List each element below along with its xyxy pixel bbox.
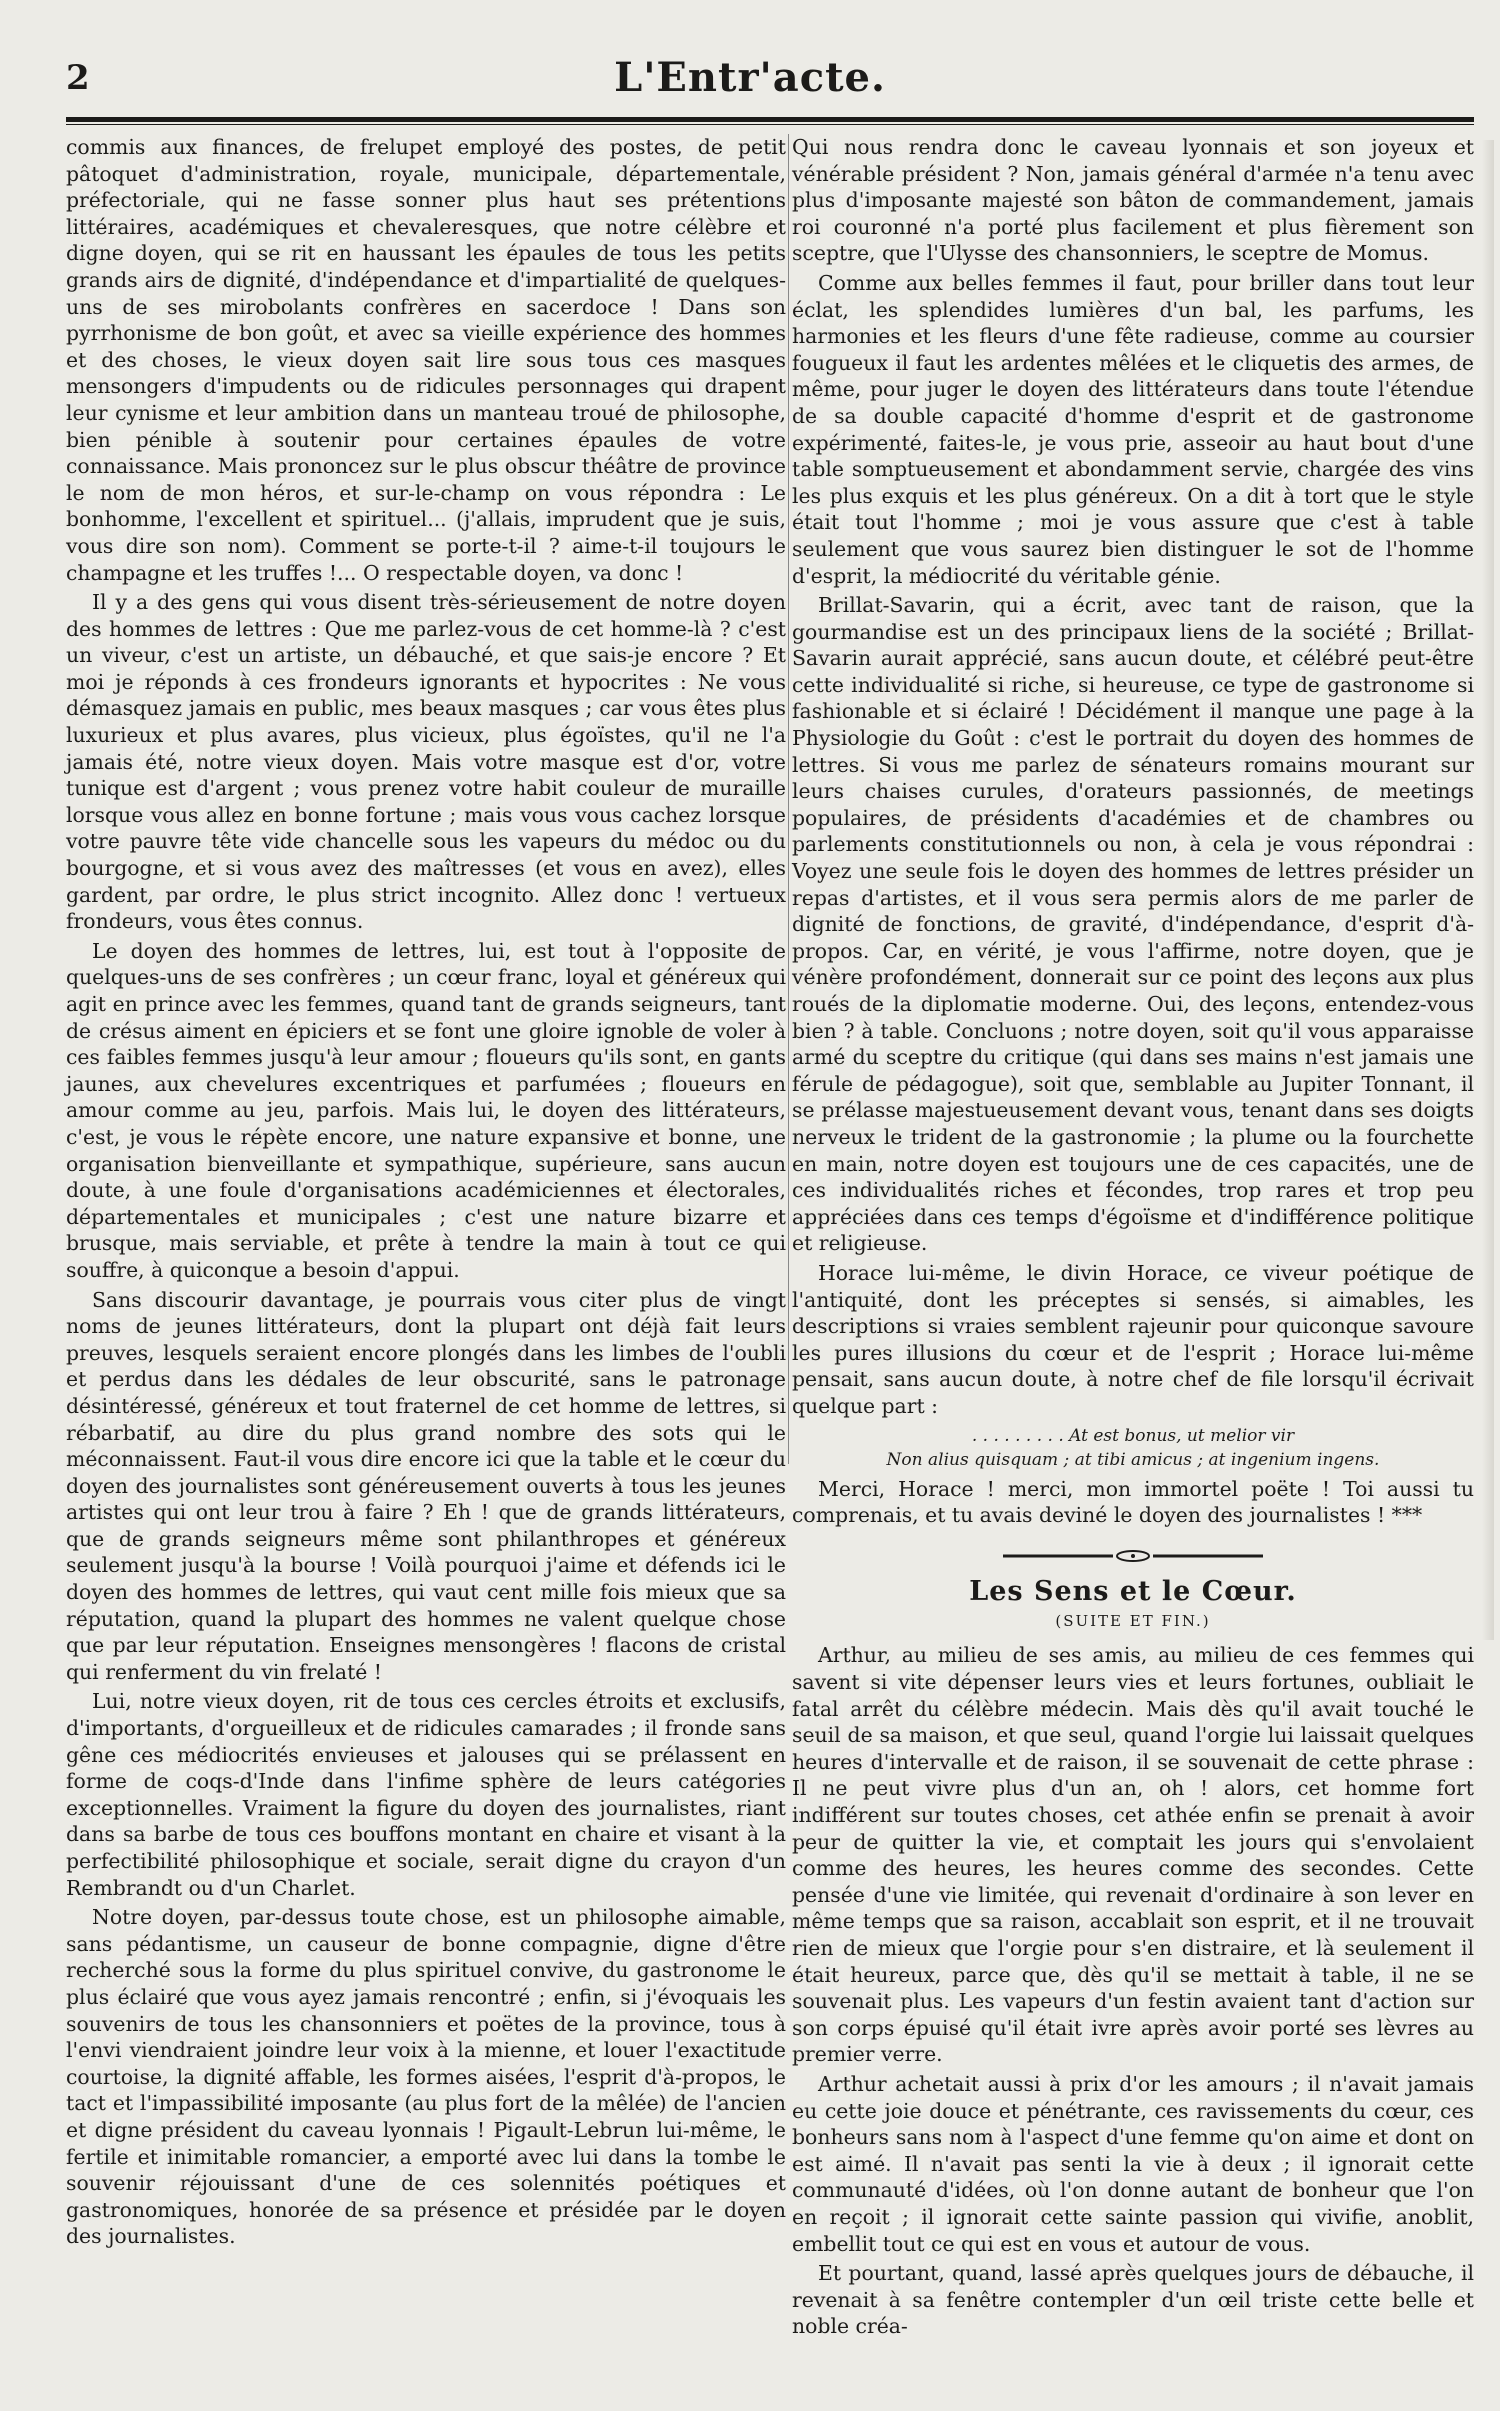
ornament-rule-icon bbox=[1003, 1549, 1263, 1563]
page-edge-shadow bbox=[1482, 140, 1494, 1640]
article-paragraph: Arthur, au milieu de ses amis, au milieu de ces femmes qui savent si vite dépenser leurs vies et leurs fortunes, oubliait le fatal arrêt du célèbre médecin. Mais dès qu'il avait touché le seuil de sa maison, et que seul, quand l'orgie lui laissait quelques heures d'intervalle et de raison, il se souvenait de cette phrase : Il ne peut vivre plus d'un an, oh ! alors, cet homme fort indifférent sur toutes choses, cet athée enfin se prenait à avoir peur de quitter la vie, et comptait les jours qui s'envolaient comme des heures, les heures comme des secondes. Cette pensée d'une vie limitée, qui revenait d'ordinaire à son lever en même temps que sa raison, accablait son esprit, et il ne trouvait rien de mieux que l'orgie pour s'en distraire, et là seulement il était heureux, parce que, dès qu'il se mettait à table, il ne se souvenait plus. Les vapeurs d'un festin avaient tant d'action sur son corps épuisé qu'il était ivre après avoir porté ses lèvres au premier verre. bbox=[792, 1643, 1474, 2067]
article-paragraph: Merci, Horace ! merci, mon immortel poëte ! Toi aussi tu comprenais, et tu avais deviné le doyen des journalistes ! *** bbox=[792, 1476, 1474, 1528]
section-ornament bbox=[792, 1543, 1474, 1570]
article-paragraph: Qui nous rendra donc le caveau lyonnais et son joyeux et vénérable président ? Non, jamais général d'armée n'a tenu avec plus d'imposante majesté son bâton de commandement, jamais roi couronné n'a porté plus facilement et plus fièrement son sceptre, que l'Ulysse des chansonniers, le sceptre de Momus. bbox=[792, 135, 1474, 266]
right-column bbox=[792, 134, 1474, 2343]
section-subtitle: (SUITE ET FIN.) bbox=[1055, 1611, 1211, 1630]
article-paragraph: Brillat-Savarin, qui a écrit, avec tant de raison, que la gourmandise est un des principaux liens de la société ; Brillat-Savarin aurait apprécié, sans aucun doute, et célébré peut-être cette individualité si riche, si heureuse, ce type de gastronome si fashionable et si éclairé ! Décidément il manque une page à la Physiologie du Goût : c'est le portrait du doyen des hommes de lettres. Si vous me parlez de sénateurs romains mourant sur leurs chaises curules, d'orateurs passionnés, de meetings populaires, de présidents d'académies et de chambres ou parlements constitutionnels ou non, à cela je vous répondrai : Voyez une seule fois le doyen des hommes de lettres présider un repas d'artistes, et il vous sera permis alors de me parler de dignité de fonctions, de gravité, d'indépendance, d'esprit d'à-propos. Car, en vérité, je vous l'affirme, notre doyen, que je vénère profondément, donnerait sur ce point des leçons aux plus roués de la diplomatie moderne. Oui, des leçons, entendez-vous bien ? à table. Concluons ; notre doyen, soit qu'il vous apparaisse armé du sceptre du critique (qui dans ses mains n'est jamais une férule de pédagogue), soit que, semblable au Jupiter Tonnant, il se prélasse majestueusement devant vous, tenant dans ses doigts nerveux le trident de la gastronomie ; la plume ou la fourchette en main, notre doyen est toujours une de ces capacités, une de ces individualités riches et fécondes, trop rares et trop peu appréciées dans ces temps d'égoïsme et d'indifférence politique et religieuse. bbox=[792, 593, 1474, 1256]
left-column bbox=[66, 134, 786, 2253]
article-paragraph: Lui, notre vieux doyen, rit de tous ces cercles étroits et exclusifs, d'importants, d'orgueilleux et de ridicules camarades ; il fronde sans gêne ces médiocrités envieuses et jalouses qui se prélassent en forme de coqs-d'Inde dans l'infime sphère de leurs catégories exceptionnelles. Vraiment la figure du doyen des journalistes, riant dans sa barbe de tous ces bouffons montant en chaire et visant à la perfectibilité philosophique et sociale, serait digne du crayon d'un Rembrandt ou d'un Charlet. bbox=[66, 1689, 786, 1900]
article-paragraph: Arthur achetait aussi à prix d'or les amours ; il n'avait jamais eu cette joie douce et pénétrante, ces ravissements du cœur, ces bonheurs sans nom à l'aspect d'une femme qu'on aime et dont on est aimé. Il n'avait pas senti la vie à deux ; il ignorait cette communauté d'idées, où l'on donne autant de bonheur que l'on en reçoit ; il ignorait cette sainte passion qui vivifie, anoblit, embellit tout ce qui est en vous et autour de vous. bbox=[792, 2071, 1474, 2256]
page-number: 2 bbox=[66, 58, 90, 98]
page-header bbox=[0, 50, 1500, 110]
journal-title: L'Entr'acte. bbox=[614, 54, 886, 101]
article-paragraph: Comme aux belles femmes il faut, pour briller dans tout leur éclat, les splendides lumières d'un bal, les parfums, les harmonies et les fleurs d'une fête radieuse, comme au coursier fougueux il faut les ardentes mêlées et le cliquetis des armes, de même, pour juger le doyen des littérateurs dans toute l'étendue de sa double capacité d'homme d'esprit et de gastronome expérimenté, faites-le, je vous prie, asseoir au haut bout d'une table somptueusement et abondamment servie, chargée des vins les plus exquis et les plus généreux. On a dit à tort que le style était tout l'homme ; moi je vous assure que c'est à table seulement que vous saurez bien distinguer le sot de l'homme d'esprit, la médiocrité du véritable génie. bbox=[792, 270, 1474, 588]
header-rule bbox=[66, 117, 1474, 122]
article-paragraph: Sans discourir davantage, je pourrais vous citer plus de vingt noms de jeunes littérateurs, dont la plupart ont déjà fait leurs preuves, lesquels seraient encore plongés dans les limbes de l'oubli et perdus dans les dédales de leur obscurité, sans le patronage désintéressé, généreux et tout fraternel de cet homme de lettres, si rébarbatif, au dire du plus grand nombre des sots qui le méconnaissent. Faut-il vous dire encore ici que la table et le cœur du doyen des journalistes sont généreusement ouverts à tous les jeunes artistes qui ont leur trou à faire ? Eh ! que de grands littérateurs, que de grands seigneurs même sont philanthropes et généreux seulement jusqu'à la bourse ! Voilà pourquoi j'aime et défends ici le doyen des hommes de lettres, qui vaut cent mille fois mieux que sa réputation, quand la plupart des hommes ne valent quelque chose que par leur réputation. Enseignes mensongères ! flacons de cristal qui renferment du vin frelaté ! bbox=[66, 1287, 786, 1684]
verse-line: Non alius quisquam ; at tibi amicus ; at ingenium ingens. bbox=[886, 1449, 1380, 1470]
article-paragraph: Le doyen des hommes de lettres, lui, est tout à l'opposite de quelques-uns de ses confrères ; un cœur franc, loyal et généreux qui agit en prince avec les femmes, quand tant de grands seigneurs, tant de crésus aiment en épiciers et se font une gloire ignoble de voler à ces faibles femmes jusqu'à leur amour ; floueurs qu'ils sont, en gants jaunes, aux chevelures excentriques et parfumées ; floueurs en amour comme au jeu, parfois. Mais lui, le doyen des littérateurs, c'est, je vous le répète encore, une nature expansive et bonne, une organisation bienveillante et sympathique, supérieure, sans aucun doute, à une foule d'organisations académiciennes et électorales, départementales et municipales ; c'est une nature bizarre et brusque, mais serviable, et prête à tendre la main à tout ce qui souffre, à quiconque a besoin d'appui. bbox=[66, 938, 786, 1282]
section-title: Les Sens et le Cœur. bbox=[969, 1576, 1297, 1608]
header-rule-thin bbox=[66, 124, 1474, 125]
article-paragraph: Il y a des gens qui vous disent très-sérieusement de notre doyen des hommes de lettres : Que me parlez-vous de cet homme-là ? c'est un viveur, c'est un artiste, un débauché, et que sais-je encore ? Et moi je réponds à ces frondeurs ignorants et hypocrites : Ne vous démasquez jamais en public, mes beaux masques ; car vous êtes plus luxurieux et plus avares, plus vicieux, plus égoïstes, qu'il ne l'a jamais été, notre vieux doyen. Mais votre masque est d'or, votre tunique est d'argent ; vous prenez votre habit couleur de muraille lorsque vous allez en bonne fortune ; mais vous vous cachez lorsque votre pauvre tête vide chancelle sous les vapeurs du médoc ou du bourgogne, et si vous avez des maîtresses (et vous en avez), elles gardent, par ordre, le plus strict incognito. Allez donc ! vertueux frondeurs, vous êtes connus. bbox=[66, 590, 786, 934]
verse-quote bbox=[792, 1424, 1474, 1472]
article-paragraph: commis aux finances, de frelupet employé des postes, de petit pâtoquet d'administration, royale, municipale, départementale, préfectoriale, qui ne fasse sonner plus haut ses prétentions littéraires, académiques et chevaleresques, que notre célèbre et digne doyen, qui se rit en haussant les épaules de tous les petits grands airs de dignité, d'indépendance et d'impartialité de quelques-uns de ses mirobolants confrères en sacerdoce ! Dans son pyrrhonisme de bon goût, et avec sa vieille expérience des hommes et des choses, le vieux doyen sait lire sous tous ces masques mensongers d'impudents ou de ridicules personnages qui drapent leur cynisme et leur ambition dans un manteau troué de philosophe, bien pénible à soutenir pour certaines épaules de votre connaissance. Mais prononcez sur le plus obscur théâtre de province le nom de mon héros, et sur-le-champ on vous répondra : Le bonhomme, l'excellent et spirituel... (j'allais, imprudent que je suis, vous dire son nom). Comment se porte-t-il ? aime-t-il toujours le champagne et les truffes !... O respectable doyen, va donc ! bbox=[66, 135, 786, 585]
column-separator bbox=[788, 134, 789, 1464]
article-paragraph: Et pourtant, quand, lassé après quelques jours de débauche, il revenait à sa fenêtre contempler d'un œil triste cette belle et noble créa- bbox=[792, 2261, 1474, 2339]
verse-line: . . . . . . . . . At est bonus, ut melior vir bbox=[971, 1425, 1295, 1446]
article-paragraph: Horace lui-même, le divin Horace, ce viveur poétique de l'antiquité, dont les préceptes si sensés, si aimables, les descriptions si vraies semblent rajeunir pour quiconque savoure les pures illusions du cœur et de l'esprit ; Horace lui-même pensait, sans aucun doute, à notre chef de file lorsqu'il écrivait quelque part : bbox=[792, 1260, 1474, 1418]
article-paragraph: Notre doyen, par-dessus toute chose, est un philosophe aimable, sans pédantisme, un causeur de bonne compagnie, digne d'être recherché sous la forme du plus spirituel convive, du gastronome le plus éclairé que vous ayez jamais rencontré ; enfin, si j'évoquais les souvenirs de tous les chansonniers et poëtes de la province, tous à l'envi viendraient joindre leur voix à la mienne, et louer l'exactitude courtoise, la dignité affable, les formes aisées, l'esprit d'à-propos, le tact et l'impassibilité imposante (au plus fort de la mêlée) de l'ancien et digne président du caveau lyonnais ! Pigault-Lebrun lui-même, le fertile et inimitable romancier, a emporté avec lui dans la tombe le souvenir réjouissant d'une de ces solennités poétiques et gastronomiques, honorée de sa présence et présidée par le doyen des journalistes. bbox=[66, 1905, 786, 2249]
